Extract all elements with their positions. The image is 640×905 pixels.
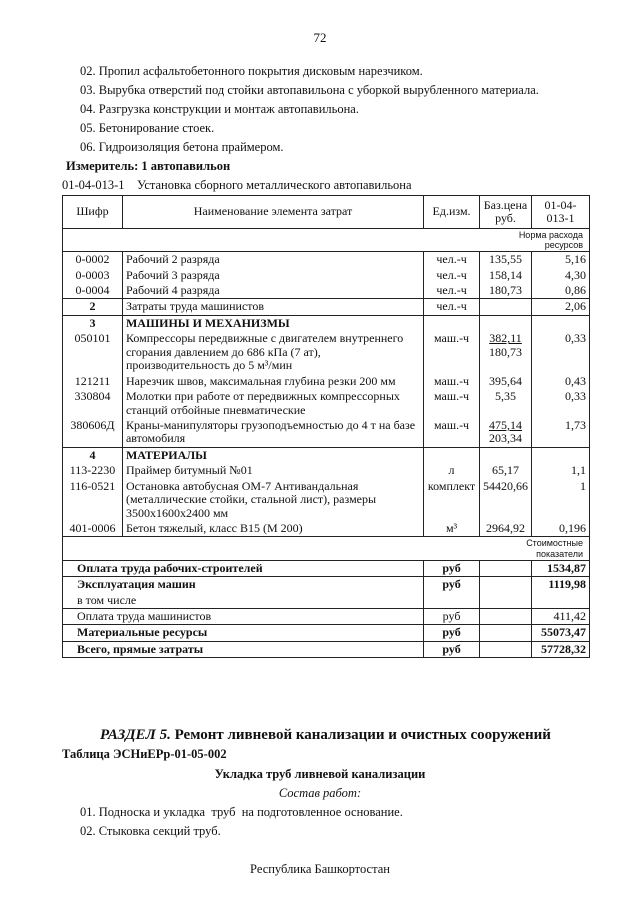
row-norm: 4,30 — [532, 268, 590, 283]
summary-value: 1119,98 — [532, 577, 590, 593]
row-code: 050101 — [63, 331, 123, 373]
header-name: Наименование элемента затрат — [122, 196, 423, 229]
row-name: Рабочий 2 разряда — [122, 252, 423, 268]
norm-caption: Норма расхода ресурсов — [480, 229, 590, 252]
summary-row — [63, 577, 590, 593]
row-price: 475,14 — [489, 417, 522, 432]
table-row — [63, 463, 590, 478]
row-price: 135,55 — [480, 252, 532, 268]
table-row — [63, 268, 590, 283]
row-code: 3 — [63, 315, 123, 331]
summary-unit: руб — [424, 560, 480, 576]
table-id: Таблица ЭСНиЕРр-01-05-002 — [62, 747, 227, 761]
row-norm: 2,06 — [532, 299, 590, 315]
summary-row — [63, 593, 590, 609]
summary-label: Оплата труда рабочих-строителей — [63, 560, 424, 576]
row-code: 2 — [63, 299, 123, 315]
summary-value: 57728,32 — [532, 641, 590, 657]
row-code: 0-0004 — [63, 283, 123, 299]
row-price: 65,17 — [480, 463, 532, 478]
row-price: 158,14 — [480, 268, 532, 283]
summary-value: 1534,87 — [532, 560, 590, 576]
summary-unit: руб — [424, 608, 480, 624]
row-name: Молотки при работе от передвижных компрессорных станций отбойные пневматические — [122, 389, 423, 418]
norm-caption-row — [63, 229, 590, 252]
row-name: Затраты труда машинистов — [122, 299, 423, 315]
footer: Республика Башкортостан — [250, 862, 390, 876]
section-item-02: 02. Стыковка секций труб. — [80, 824, 221, 838]
table-row — [63, 299, 590, 315]
row-unit: чел.-ч — [424, 299, 480, 315]
table-row — [63, 374, 590, 389]
table-row — [63, 418, 590, 447]
summary-unit: руб — [424, 641, 480, 657]
work-item-02: 02. Пропил асфальтобетонного покрытия дисковым нарезчиком. — [80, 64, 423, 78]
page-number: 72 — [313, 30, 327, 45]
row-name: Рабочий 3 разряда — [122, 268, 423, 283]
row-norm: 0,43 — [532, 374, 590, 389]
row-norm: 1,73 — [532, 418, 590, 447]
table-row — [63, 521, 590, 537]
resource-table — [62, 195, 590, 658]
row-code: 113-2230 — [63, 463, 123, 478]
row-price — [480, 299, 532, 315]
row-norm: 0,86 — [532, 283, 590, 299]
table-header-row — [63, 196, 590, 229]
header-price: Баз.цена руб. — [480, 196, 532, 229]
summary-label: Материальные ресурсы — [63, 625, 424, 641]
row-price: 180,73 — [480, 283, 532, 299]
summary-label: Эксплуатация машин — [63, 577, 424, 593]
table-row — [63, 283, 590, 299]
header-unit: Ед.изм. — [424, 196, 480, 229]
table-row — [63, 252, 590, 268]
table-row — [63, 389, 590, 418]
row-code: 121211 — [63, 374, 123, 389]
row-price: 2964,92 — [480, 521, 532, 537]
row-norm: 0,33 — [532, 331, 590, 373]
row-code: 4 — [63, 447, 123, 463]
row-code: 380606Д — [63, 418, 123, 447]
summary-label: в том числе — [63, 593, 424, 609]
row-unit: л — [424, 463, 480, 478]
table-row — [63, 447, 590, 463]
row-norm: 1 — [532, 479, 590, 521]
row-unit: чел.-ч — [424, 252, 480, 268]
code-line: 01-04-013-1 Установка сборного металлического автопавильона — [62, 178, 412, 192]
summary-unit: руб — [424, 577, 480, 593]
row-code: 401-0006 — [63, 521, 123, 537]
row-code: 116-0521 — [63, 479, 123, 521]
row-name: МАШИНЫ И МЕХАНИЗМЫ — [122, 315, 423, 331]
summary-row — [63, 560, 590, 576]
summary-value: 411,42 — [532, 608, 590, 624]
row-price: 54420,66 — [480, 479, 532, 521]
row-name: МАТЕРИАЛЫ — [122, 447, 423, 463]
row-price: 5,35 — [480, 389, 532, 418]
row-unit: маш.-ч — [424, 374, 480, 389]
row-name: Компрессоры передвижные с двигателем внутреннего сгорания давлением до 686 кПа (7 ат), производительность до 5 м³/мин — [122, 331, 423, 373]
meter-line: Измеритель: 1 автопавильон — [66, 159, 231, 173]
header-norm: 01-04-013-1 — [532, 196, 590, 229]
row-norm: 1,1 — [532, 463, 590, 478]
work-item-03: 03. Вырубка отверстий под стойки автопавильона с уборкой вырубленного материала. — [80, 83, 539, 97]
section-heading — [100, 727, 551, 744]
work-heading: Состав работ: — [278, 786, 362, 800]
row-price-secondary: 203,34 — [489, 431, 522, 446]
row-code: 0-0003 — [63, 268, 123, 283]
row-price-secondary: 180,73 — [489, 344, 522, 359]
table-row — [63, 479, 590, 521]
row-norm: 0,196 — [532, 521, 590, 537]
row-norm: 5,16 — [532, 252, 590, 268]
summary-row — [63, 641, 590, 657]
row-unit: маш.-ч — [424, 331, 480, 373]
row-name: Краны-манипуляторы грузоподъемностью до 4 т на базе автомобиля — [122, 418, 423, 447]
row-name: Праймер битумный №01 — [122, 463, 423, 478]
row-name: Нарезчик швов, максимальная глубина резки 200 мм — [122, 374, 423, 389]
row-unit: маш.-ч — [424, 418, 480, 447]
row-unit: м³ — [424, 521, 480, 537]
table-subtitle: Укладка труб ливневой канализации — [214, 767, 426, 781]
summary-unit: руб — [424, 625, 480, 641]
summary-row — [63, 608, 590, 624]
row-price: 382,11 — [489, 331, 522, 346]
row-unit: чел.-ч — [424, 283, 480, 299]
summary-value: 55073,47 — [532, 625, 590, 641]
section-title: Ремонт ливневой канализации и очистных сооружений — [174, 727, 551, 743]
summary-row — [63, 625, 590, 641]
header-code: Шифр — [63, 196, 123, 229]
work-item-05: 05. Бетонирование стоек. — [80, 121, 215, 135]
cost-caption: Стоимостные показатели — [480, 537, 590, 560]
row-unit: чел.-ч — [424, 268, 480, 283]
row-name: Бетон тяжелый, класс B15 (M 200) — [122, 521, 423, 537]
row-code: 330804 — [63, 389, 123, 418]
table-row — [63, 315, 590, 331]
section-prefix: РАЗДЕЛ 5. — [100, 727, 171, 743]
row-code: 0-0002 — [63, 252, 123, 268]
section-item-01: 01. Подноска и укладка труб на подготовленное основание. — [80, 805, 403, 819]
table-row — [63, 331, 590, 373]
summary-label: Всего, прямые затраты — [63, 641, 424, 657]
row-norm: 0,33 — [532, 389, 590, 418]
row-name: Остановка автобусная ОМ-7 Антивандальная (металлические стойки, стальной лист), размеры 3500x1600x2400 мм — [122, 479, 423, 521]
summary-label: Оплата труда машинистов — [63, 608, 424, 624]
cost-caption-row — [63, 537, 590, 560]
work-item-04: 04. Разгрузка конструкции и монтаж автопавильона. — [80, 102, 359, 116]
row-name: Рабочий 4 разряда — [122, 283, 423, 299]
row-unit: комплект — [424, 479, 480, 521]
row-unit: маш.-ч — [424, 389, 480, 418]
row-price: 395,64 — [480, 374, 532, 389]
work-item-06: 06. Гидроизоляция бетона праймером. — [80, 140, 284, 154]
